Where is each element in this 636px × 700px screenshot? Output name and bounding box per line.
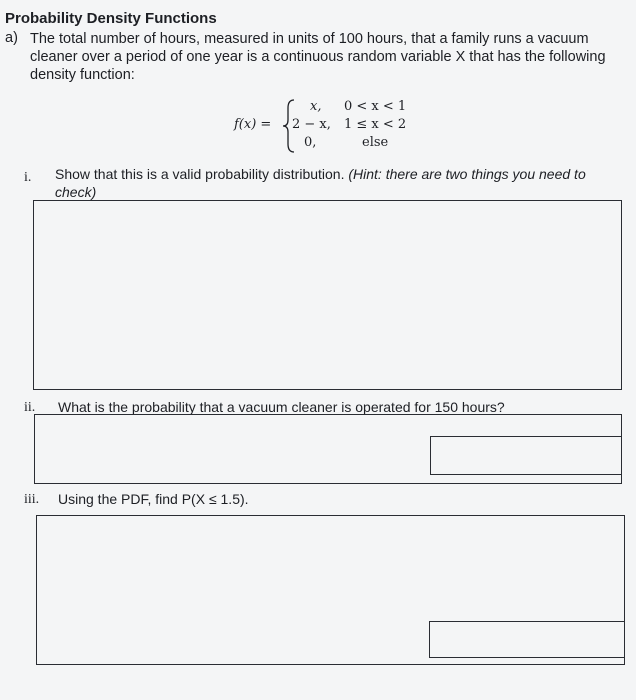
part-a-text: [30, 30, 630, 84]
part-a-label: a): [5, 30, 18, 46]
case-3-cond: else: [362, 135, 389, 150]
question-2-prompt: What is the probability that a vacuum cleaner is operated for 150 hours?: [58, 399, 505, 415]
case-3-expr: 0,: [304, 135, 317, 150]
question-2-number: ii.: [24, 400, 36, 415]
part-a-line-2: cleaner over a period of one year is a continuous random variable X that has the following: [30, 49, 606, 65]
question-3-number: iii.: [24, 492, 40, 507]
case-2-expr: 2 − x,: [292, 117, 331, 132]
part-a-line-3: density function:: [30, 67, 135, 83]
page-title: Probability Density Functions: [5, 10, 217, 27]
question-1-hint: (Hint: there are two things you need to: [348, 166, 586, 182]
question-3-text: [58, 490, 628, 508]
question-1-number: i.: [24, 170, 32, 185]
question-1-hint-cont: check): [55, 184, 97, 200]
density-function-formula: [234, 98, 434, 154]
final-answer-box-3[interactable]: [429, 621, 625, 658]
question-1-prompt: Show that this is a valid probability distribution.: [55, 166, 345, 182]
answer-box-1[interactable]: [33, 200, 622, 390]
part-a-line-1: The total number of hours, measured in units of 100 hours, that a family runs a vacuum: [30, 31, 589, 47]
case-1-cond: 0 < x < 1: [344, 99, 407, 114]
question-3-prompt: Using the PDF, find P(X ≤ 1.5).: [58, 491, 249, 507]
formula-lhs: f(x) =: [234, 117, 272, 132]
final-answer-box-2[interactable]: [430, 436, 622, 475]
case-1-expr: x,: [310, 99, 322, 114]
case-2-cond: 1 ≤ x < 2: [344, 117, 407, 132]
question-1-text: [55, 165, 625, 201]
